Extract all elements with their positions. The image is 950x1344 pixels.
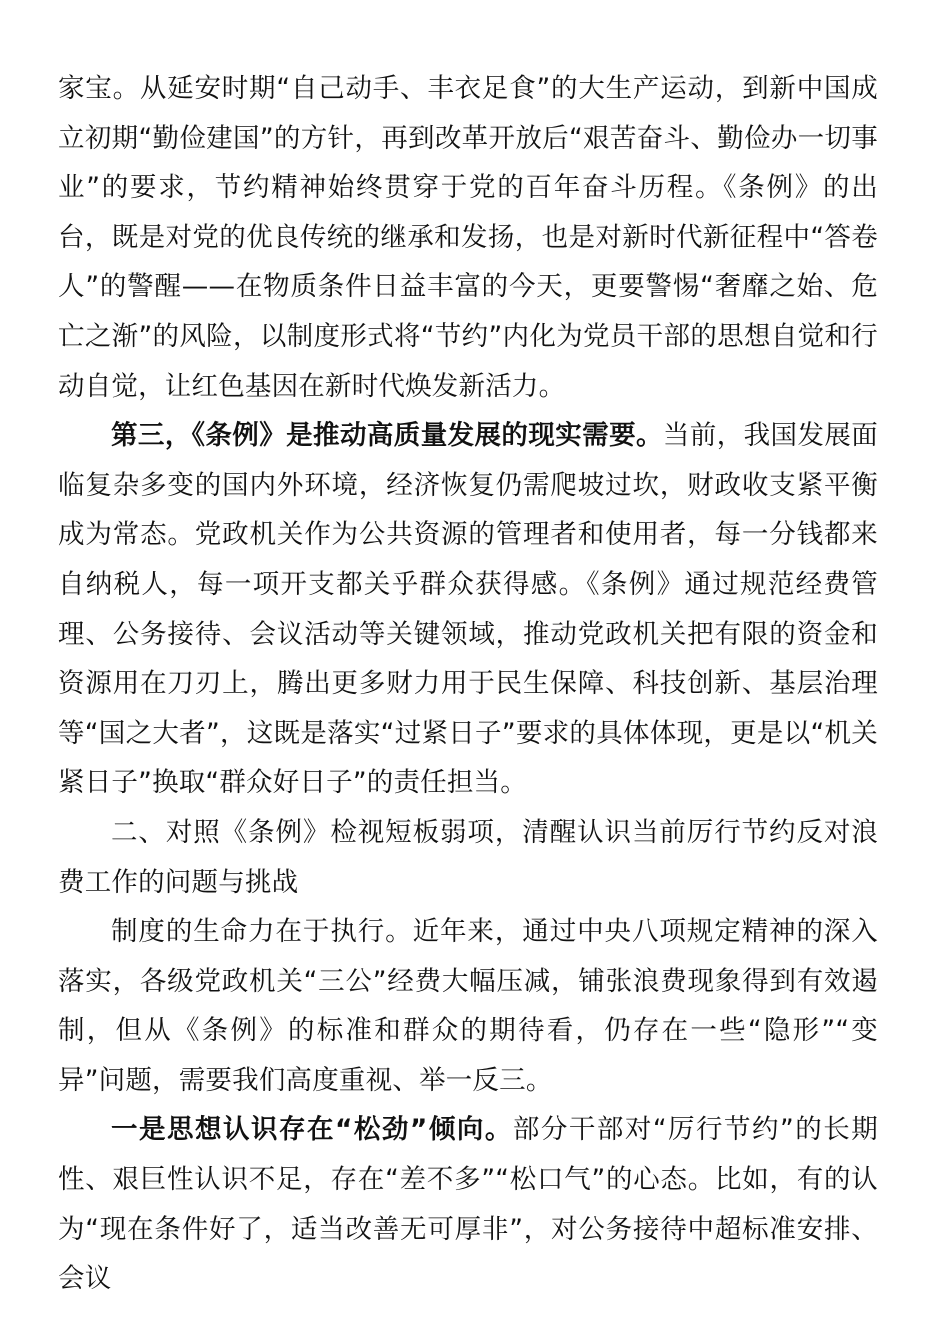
paragraph-point-three <box>58 411 878 808</box>
paragraph-point-one <box>58 1105 878 1303</box>
paragraph-body-text: 部分干部对“厉行节约”的长期性、艰巨性认识不足，存在“差不多”“松口气”的心态。比如，有的认为“现在条件好了，适当改善无可厚非”，对公务接待中超标准安排、会议 <box>58 1114 878 1295</box>
section-heading: 二、对照《条例》检视短板弱项，清醒认识当前厉行节约反对浪费工作的问题与挑战 <box>58 816 878 898</box>
paragraph-execution: 制度的生命力在于执行。近年来，通过中央八项规定精神的深入落实，各级党政机关“三公”经费大幅压减，铺张浪费现象得到有效遏制，但从《条例》的标准和群众的期待看，仍存在一些“隐形”“变异”问题，需要我们高度重视、举一反三。 <box>58 916 878 1096</box>
paragraph-body-text: 当前，我国发展面临复杂多变的国内外环境，经济恢复仍需爬坡过坎，财政收支紧平衡成为常态。党政机关作为公共资源的管理者和使用者，每一分钱都来自纳税人，每一项开支都关乎群众获得感。《条例》通过规范经费管理、公务接待、会议活动等关键领域，推动党政机关把有限的资金和资源用在刀刃上，腾出更多财力用于民生保障、科技创新、基层治理等“国之大者”，这既是落实“过紧日子”要求的具体体现，更是以“机关紧日子”换取“群众好日子”的责任担当。 <box>58 420 878 799</box>
paragraph-lead-bold: 第三，《条例》是推动高质量发展的现实需要。 <box>111 420 663 452</box>
document-body <box>58 64 878 1304</box>
paragraph-lead-bold: 一是思想认识存在“松劲”倾向。 <box>111 1114 513 1146</box>
paragraph-continuation: 家宝。从延安时期“自己动手、丰衣足食”的大生产运动，到新中国成立初期“勤俭建国”的方针，再到改革开放后“艰苦奋斗、勤俭办一切事业”的要求，节约精神始终贯穿于党的百年奋斗历程。《条例》的出台，既是对党的优良传统的继承和发扬，也是对新时代新征程中“答卷人”的警醒——在物质条件日益丰富的今天，更要警惕“奢靡之始、危亡之渐”的风险，以制度形式将“节约”内化为党员干部的思想自觉和行动自觉，让红色基因在新时代焕发新活力。 <box>58 73 878 402</box>
